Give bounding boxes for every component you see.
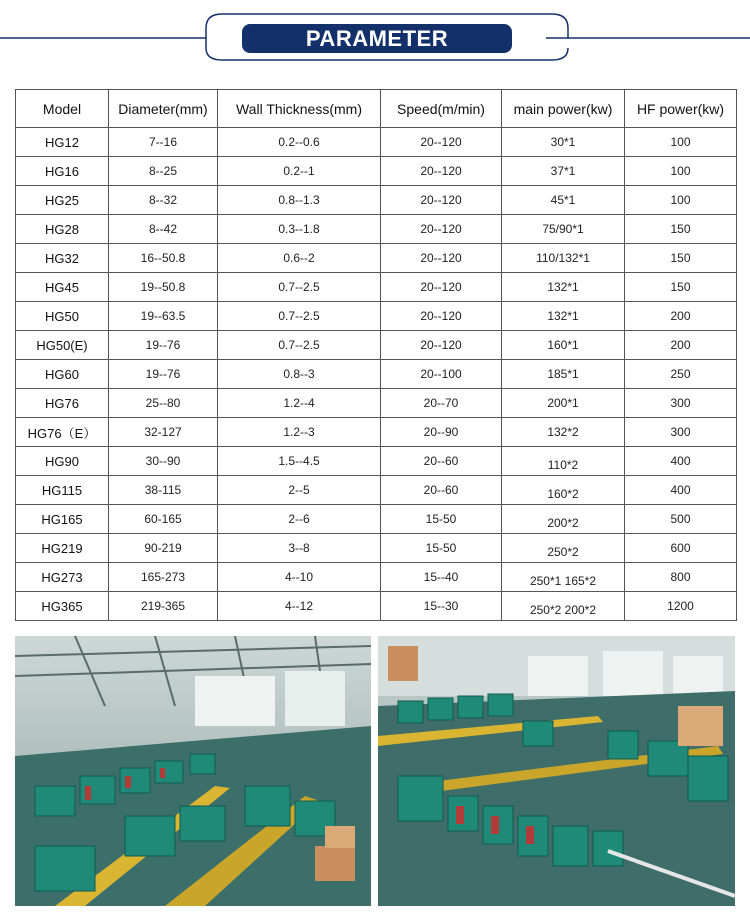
table-row [16,534,737,563]
cell-hf-power: 150 [625,273,737,302]
cell-model: HG76（E） [16,418,109,447]
table-row [16,476,737,505]
column-header-speed: Speed(m/min) [381,90,502,128]
cell-diameter: 90-219 [109,534,218,563]
cell-model: HG45 [16,273,109,302]
cell-main-power: 160*1 [502,331,625,360]
cell-wall: 4--12 [218,592,381,621]
cell-model: HG60 [16,360,109,389]
cell-speed: 20--120 [381,244,502,273]
table-row [16,505,737,534]
column-header-diameter: Diameter(mm) [109,90,218,128]
cell-model: HG28 [16,215,109,244]
cell-speed: 20--120 [381,128,502,157]
cell-model: HG12 [16,128,109,157]
cell-model: HG16 [16,157,109,186]
table-row [16,418,737,447]
table-row [16,128,737,157]
cell-diameter: 8--42 [109,215,218,244]
cell-speed: 20--120 [381,157,502,186]
cell-speed: 20--120 [381,215,502,244]
factory-photo-left [15,636,371,906]
cell-diameter: 38-115 [109,476,218,505]
cell-hf-power: 200 [625,331,737,360]
cell-diameter: 19--63.5 [109,302,218,331]
cell-main-power: 110*2 [502,447,625,476]
table-row [16,563,737,592]
cell-diameter: 30--90 [109,447,218,476]
table-row [16,360,737,389]
cell-hf-power: 150 [625,215,737,244]
cell-wall: 1.5--4.5 [218,447,381,476]
cell-wall: 3--8 [218,534,381,563]
table-row [16,244,737,273]
cell-model: HG90 [16,447,109,476]
table-header-row [16,90,737,128]
table-row [16,447,737,476]
cell-speed: 20--70 [381,389,502,418]
page-title: PARAMETER [242,24,512,53]
parameter-header [0,0,750,70]
cell-diameter: 8--32 [109,186,218,215]
cell-hf-power: 250 [625,360,737,389]
cell-wall: 2--6 [218,505,381,534]
table-body [16,128,737,621]
cell-diameter: 19--76 [109,360,218,389]
cell-hf-power: 500 [625,505,737,534]
cell-wall: 0.7--2.5 [218,273,381,302]
cell-model: HG365 [16,592,109,621]
table-row [16,331,737,360]
cell-main-power: 75/90*1 [502,215,625,244]
cell-hf-power: 300 [625,418,737,447]
cell-diameter: 25--80 [109,389,218,418]
cell-speed: 15-50 [381,505,502,534]
cell-wall: 0.8--1.3 [218,186,381,215]
cell-main-power: 132*1 [502,273,625,302]
cell-main-power: 132*1 [502,302,625,331]
cell-hf-power: 1200 [625,592,737,621]
table-row [16,302,737,331]
cell-diameter: 16--50.8 [109,244,218,273]
cell-model: HG76 [16,389,109,418]
cell-speed: 20--120 [381,331,502,360]
parameter-table [15,89,737,621]
column-header-main-power: main power(kw) [502,90,625,128]
cell-diameter: 19--76 [109,331,218,360]
cell-hf-power: 400 [625,476,737,505]
cell-speed: 15-50 [381,534,502,563]
cell-speed: 20--100 [381,360,502,389]
cell-hf-power: 800 [625,563,737,592]
cell-main-power: 160*2 [502,476,625,505]
table-row [16,389,737,418]
cell-wall: 0.2--0.6 [218,128,381,157]
cell-diameter: 19--50.8 [109,273,218,302]
cell-speed: 15--30 [381,592,502,621]
cell-diameter: 32-127 [109,418,218,447]
cell-main-power: 185*1 [502,360,625,389]
cell-main-power: 45*1 [502,186,625,215]
cell-wall: 4--10 [218,563,381,592]
cell-hf-power: 100 [625,186,737,215]
cell-diameter: 219-365 [109,592,218,621]
cell-main-power: 110/132*1 [502,244,625,273]
cell-wall: 0.6--2 [218,244,381,273]
table-row [16,273,737,302]
cell-main-power: 132*2 [502,418,625,447]
cell-hf-power: 200 [625,302,737,331]
cell-model: HG115 [16,476,109,505]
cell-hf-power: 100 [625,157,737,186]
cell-main-power: 30*1 [502,128,625,157]
cell-wall: 2--5 [218,476,381,505]
column-header-hf-power: HF power(kw) [625,90,737,128]
cell-wall: 0.3--1.8 [218,215,381,244]
table-row [16,215,737,244]
cell-speed: 20--60 [381,447,502,476]
cell-main-power: 200*2 [502,505,625,534]
cell-hf-power: 300 [625,389,737,418]
cell-speed: 20--60 [381,476,502,505]
cell-diameter: 8--25 [109,157,218,186]
cell-wall: 1.2--3 [218,418,381,447]
cell-main-power: 200*1 [502,389,625,418]
cell-model: HG32 [16,244,109,273]
cell-main-power: 250*2 [502,534,625,563]
cell-main-power: 250*2 200*2 [502,592,625,621]
cell-wall: 1.2--4 [218,389,381,418]
cell-hf-power: 100 [625,128,737,157]
table-row [16,157,737,186]
cell-diameter: 60-165 [109,505,218,534]
cell-model: HG165 [16,505,109,534]
cell-speed: 20--120 [381,302,502,331]
cell-diameter: 165-273 [109,563,218,592]
cell-hf-power: 600 [625,534,737,563]
table-row [16,592,737,621]
cell-model: HG25 [16,186,109,215]
cell-speed: 15--40 [381,563,502,592]
cell-model: HG50(E) [16,331,109,360]
cell-main-power: 37*1 [502,157,625,186]
cell-wall: 0.7--2.5 [218,302,381,331]
cell-diameter: 7--16 [109,128,218,157]
cell-model: HG50 [16,302,109,331]
cell-model: HG273 [16,563,109,592]
column-header-wall-thickness: Wall Thickness(mm) [218,90,381,128]
cell-wall: 0.7--2.5 [218,331,381,360]
table-row [16,186,737,215]
factory-photo-right [378,636,735,906]
cell-hf-power: 150 [625,244,737,273]
column-header-model: Model [16,90,109,128]
cell-wall: 0.2--1 [218,157,381,186]
cell-hf-power: 400 [625,447,737,476]
cell-model: HG219 [16,534,109,563]
cell-main-power: 250*1 165*2 [502,563,625,592]
cell-wall: 0.8--3 [218,360,381,389]
cell-speed: 20--120 [381,186,502,215]
cell-speed: 20--120 [381,273,502,302]
cell-speed: 20--90 [381,418,502,447]
